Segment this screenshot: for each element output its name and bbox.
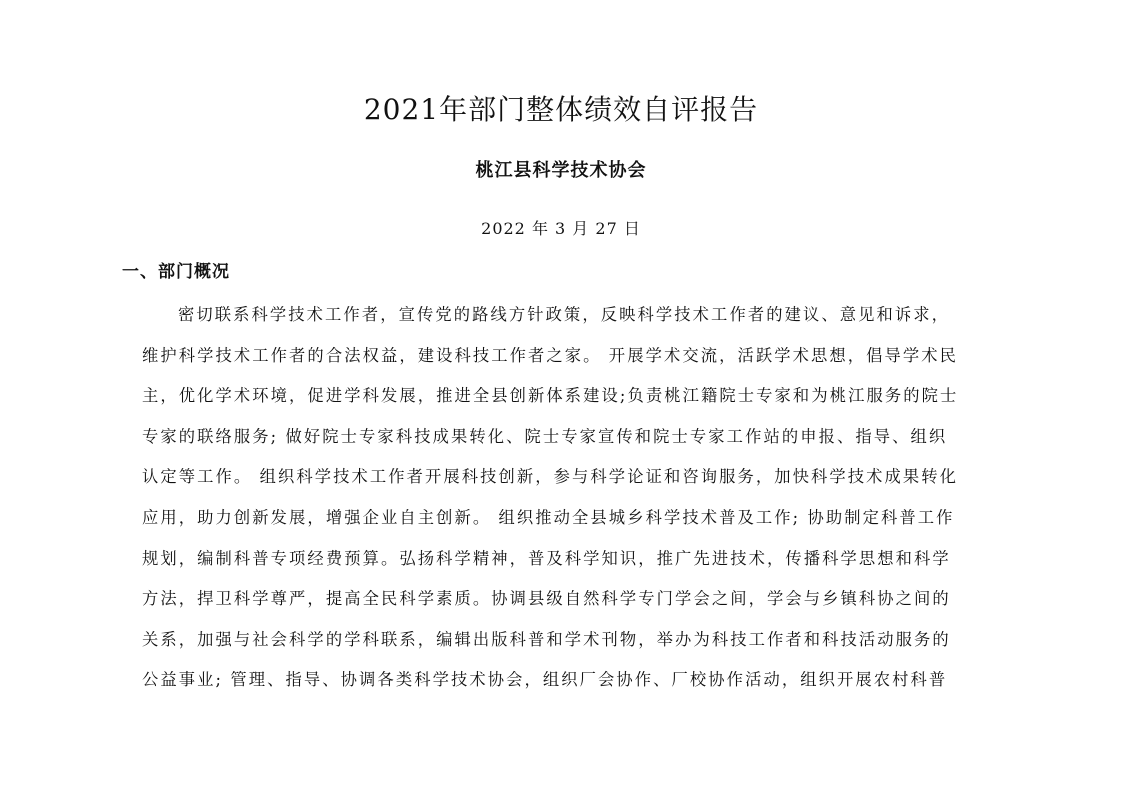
paragraph-line: 方法，捍卫科学尊严，提高全民科学素质。协调县级自然科学专门学会之间，学会与乡镇科协之间的 <box>142 589 951 609</box>
paragraph-line: 主，优化学术环境，促进学科发展，推进全县创新体系建设;负责桃江籍院士专家和为桃江服务的院士 <box>142 386 959 406</box>
document-title: 2021年部门整体绩效自评报告 <box>363 93 759 126</box>
body-paragraph <box>142 295 1032 701</box>
paragraph-line: 密切联系科学技术工作者，宣传党的路线方针政策，反映科学技术工作者的建议、意见和诉求， <box>178 305 951 324</box>
paragraph-line: 关系，加强与社会科学的学科联系，编辑出版科普和学术刊物，举办为科技工作者和科技活动服务的 <box>142 629 951 649</box>
paragraph-line: 应用，助力创新发展，增强企业自主创新。 组织推动全县城乡科学技术普及工作; 协助制定科普工作 <box>142 507 955 527</box>
paragraph-line: 认定等工作。 组织科学技术工作者开展科技创新，参与科学论证和咨询服务，加快科学技术成果转化 <box>142 467 959 487</box>
paragraph-line: 规划，编制科普专项经费预算。弘扬科学精神，普及科学知识，推广先进技术，传播科学思想和科学 <box>142 548 951 568</box>
paragraph-line: 专家的联络服务; 做好院士专家科技成果转化、院士专家宣传和院士专家工作站的申报、指导、组织 <box>142 426 948 446</box>
paragraph-line: 维护科学技术工作者的合法权益，建设科技工作者之家。 开展学术交流，活跃学术思想，倡导学术民 <box>142 345 959 365</box>
section-heading: 一、部门概况 <box>122 262 230 282</box>
organization-name: 桃江县科学技术协会 <box>475 160 647 181</box>
paragraph-line: 公益事业; 管理、指导、协调各类科学技术协会，组织厂会协作、厂校协作活动，组织开展农村科普 <box>142 670 948 690</box>
report-date: 2022 年 3 月 27 日 <box>481 219 641 238</box>
